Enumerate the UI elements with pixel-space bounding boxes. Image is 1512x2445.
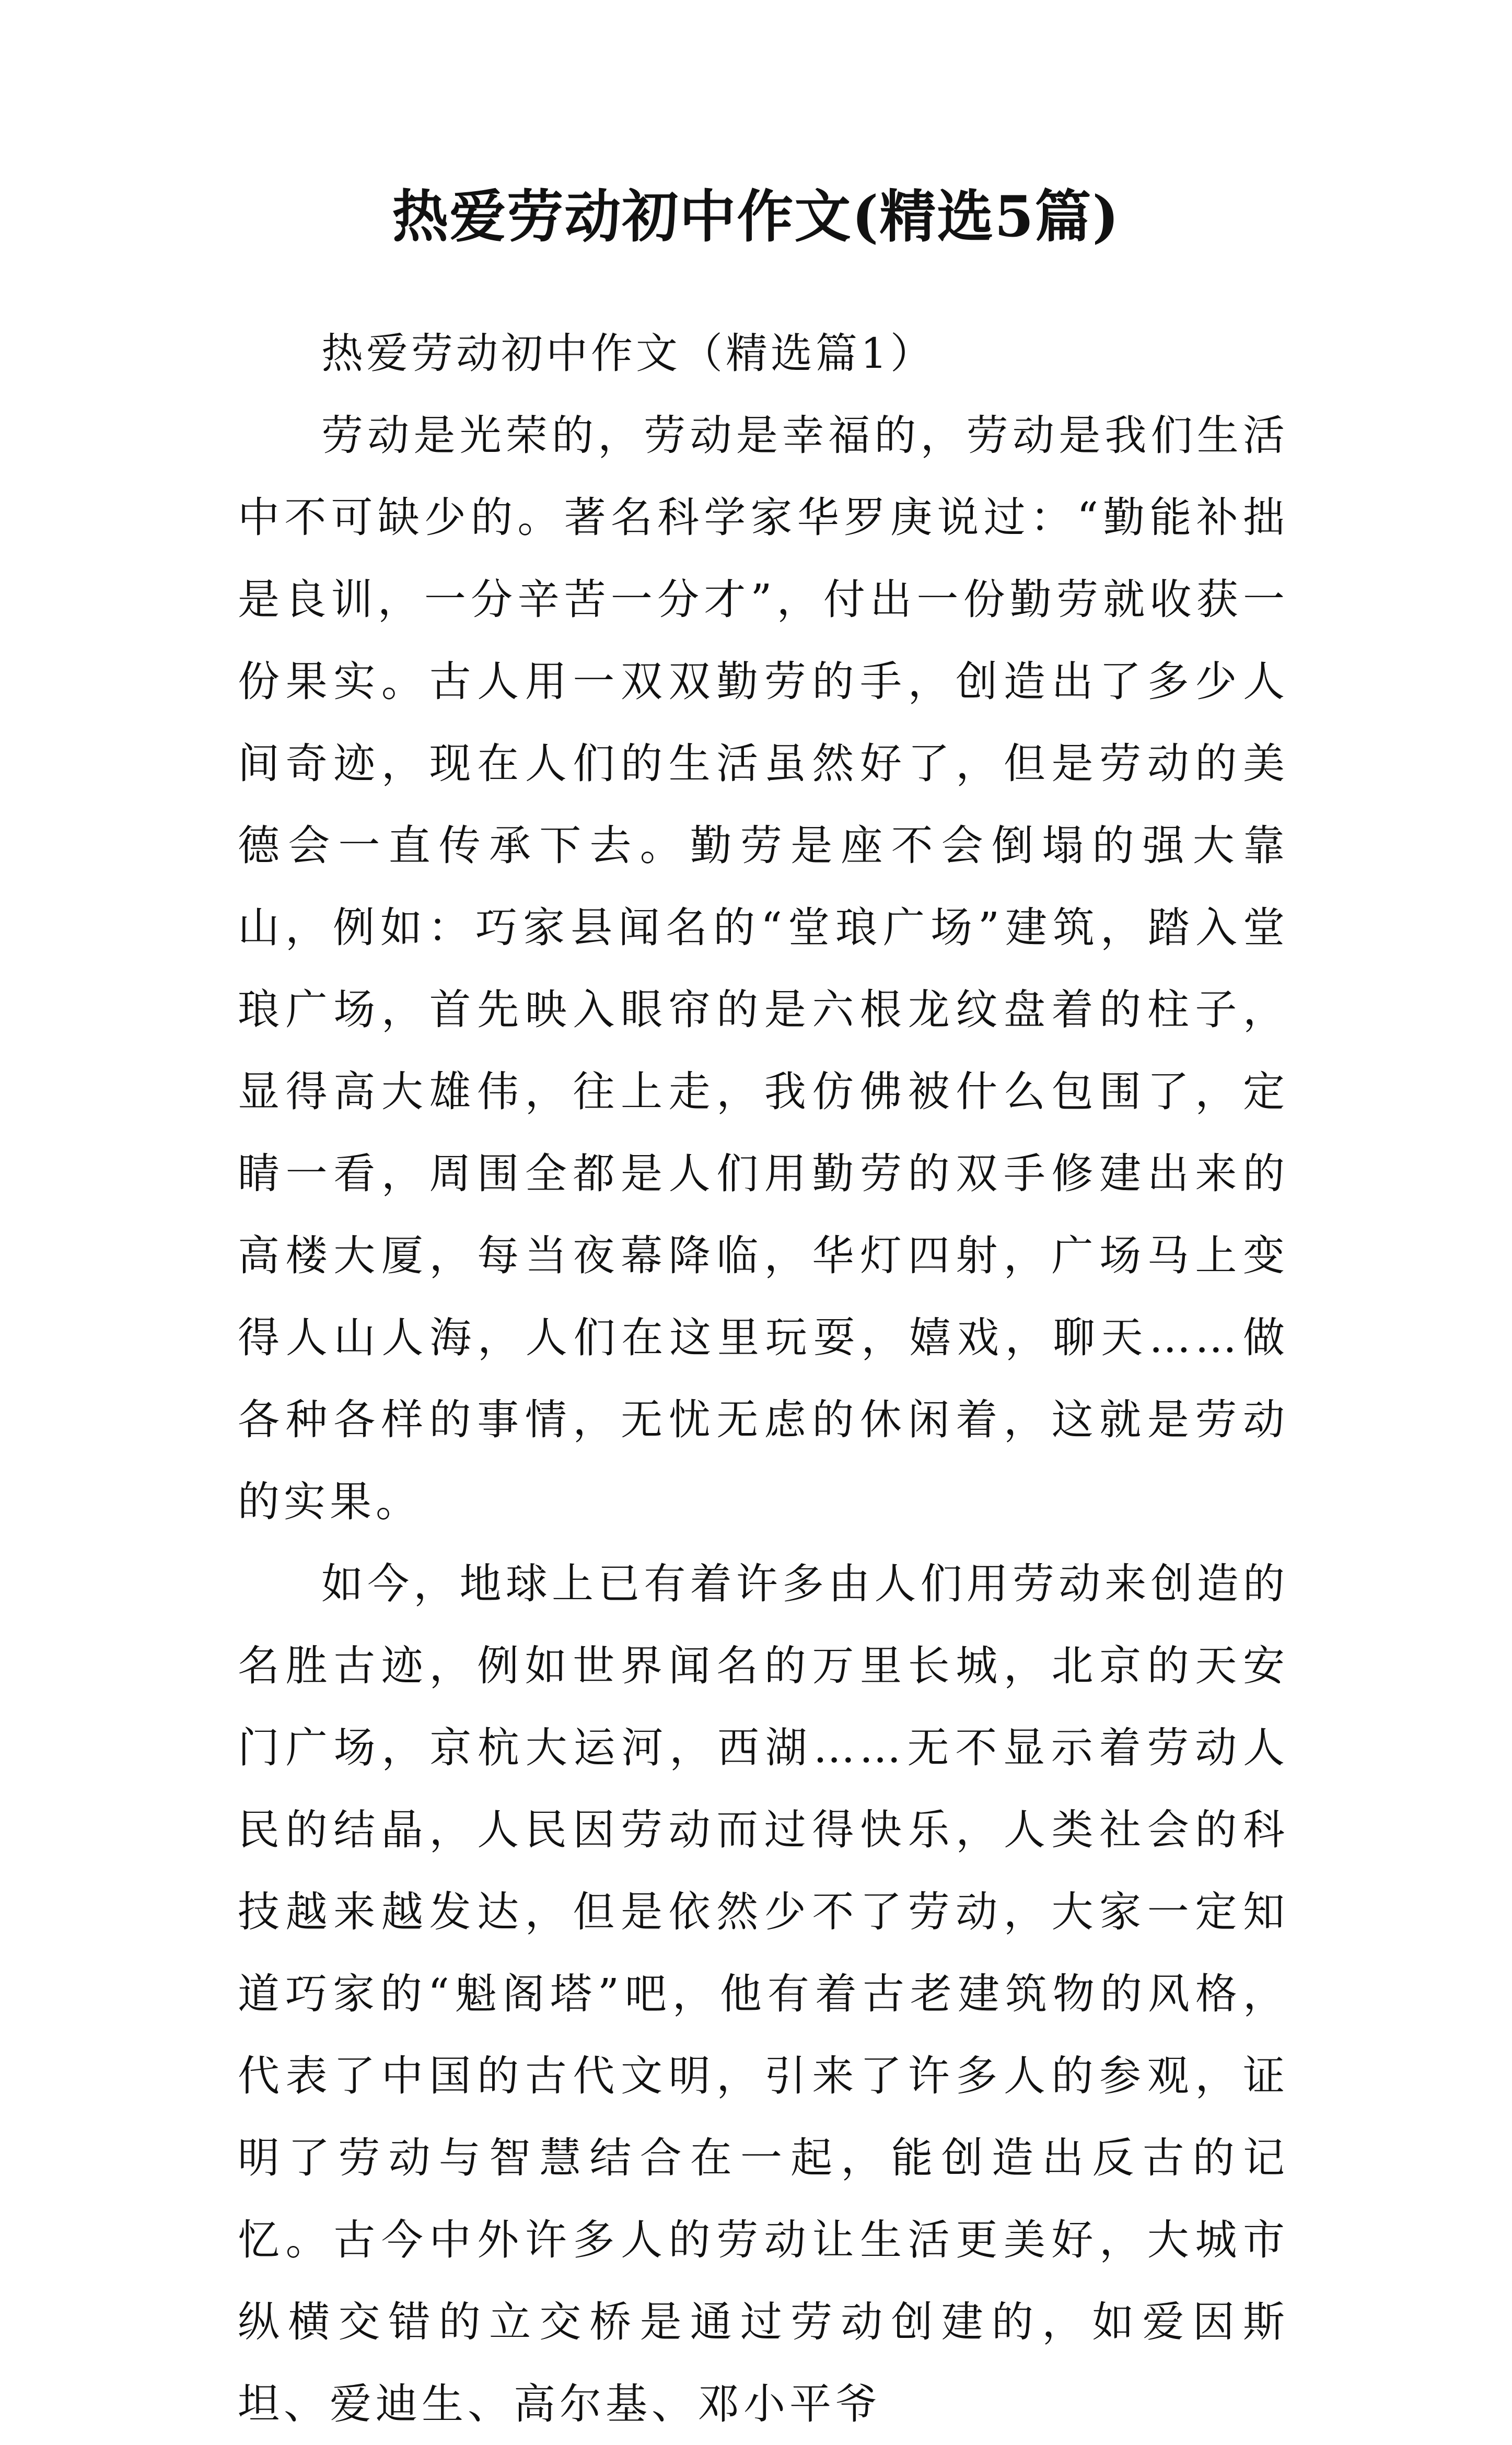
document-body bbox=[238, 312, 1289, 2445]
paragraph: 如今，地球上已有着许多由人们用劳动来创造的名胜古迹，例如世界闻名的万里长城，北京的天安门广场，京杭大运河，西湖……无不显示着劳动人民的结晶，人民因劳动而过得快乐，人类社会的科技越来越发达，但是依然少不了劳动，大家一定知道巧家的“魁阁塔”吧，他有着古老建筑物的风格，代表了中国的古代文明，引来了许多人的参观，证明了劳动与智慧结合在一起，能创造出反古的记忆。古今中外许多人的劳动让生活更美好，大城市纵横交错的立交桥是通过劳动创建的，如爱因斯坦、爱迪生、高尔基、邓小平爷 bbox=[238, 1559, 1289, 2428]
section-heading: 热爱劳动初中作文（精选篇1） bbox=[321, 329, 935, 378]
document-title: 热爱劳动初中作文(精选5篇) bbox=[392, 184, 1120, 250]
paragraph: 劳动是光荣的，劳动是幸福的，劳动是我们生活中不可缺少的。著名科学家华罗庚说过：“勤能补拙是良训，一分辛苦一分才”，付出一份勤劳就收获一份果实。古人用一双双勤劳的手，创造出了多少人间奇迹，现在人们的生活虽然好了，但是劳动的美德会一直传承下去。勤劳是座不会倒塌的强大靠山，例如：巧家县闻名的“堂琅广场”建筑，踏入堂琅广场，首先映入眼帘的是六根龙纹盘着的柱子，显得高大雄伟，往上走，我仿佛被什么包围了，定睛一看，周围全都是人们用勤劳的双手修建出来的高楼大厦，每当夜幕降临，华灯四射，广场马上变得人山人海，人们在这里玩耍，嬉戏，聊天……做各种各样的事情，无忧无虑的休闲着，这就是劳动的实果。 bbox=[238, 411, 1289, 1526]
